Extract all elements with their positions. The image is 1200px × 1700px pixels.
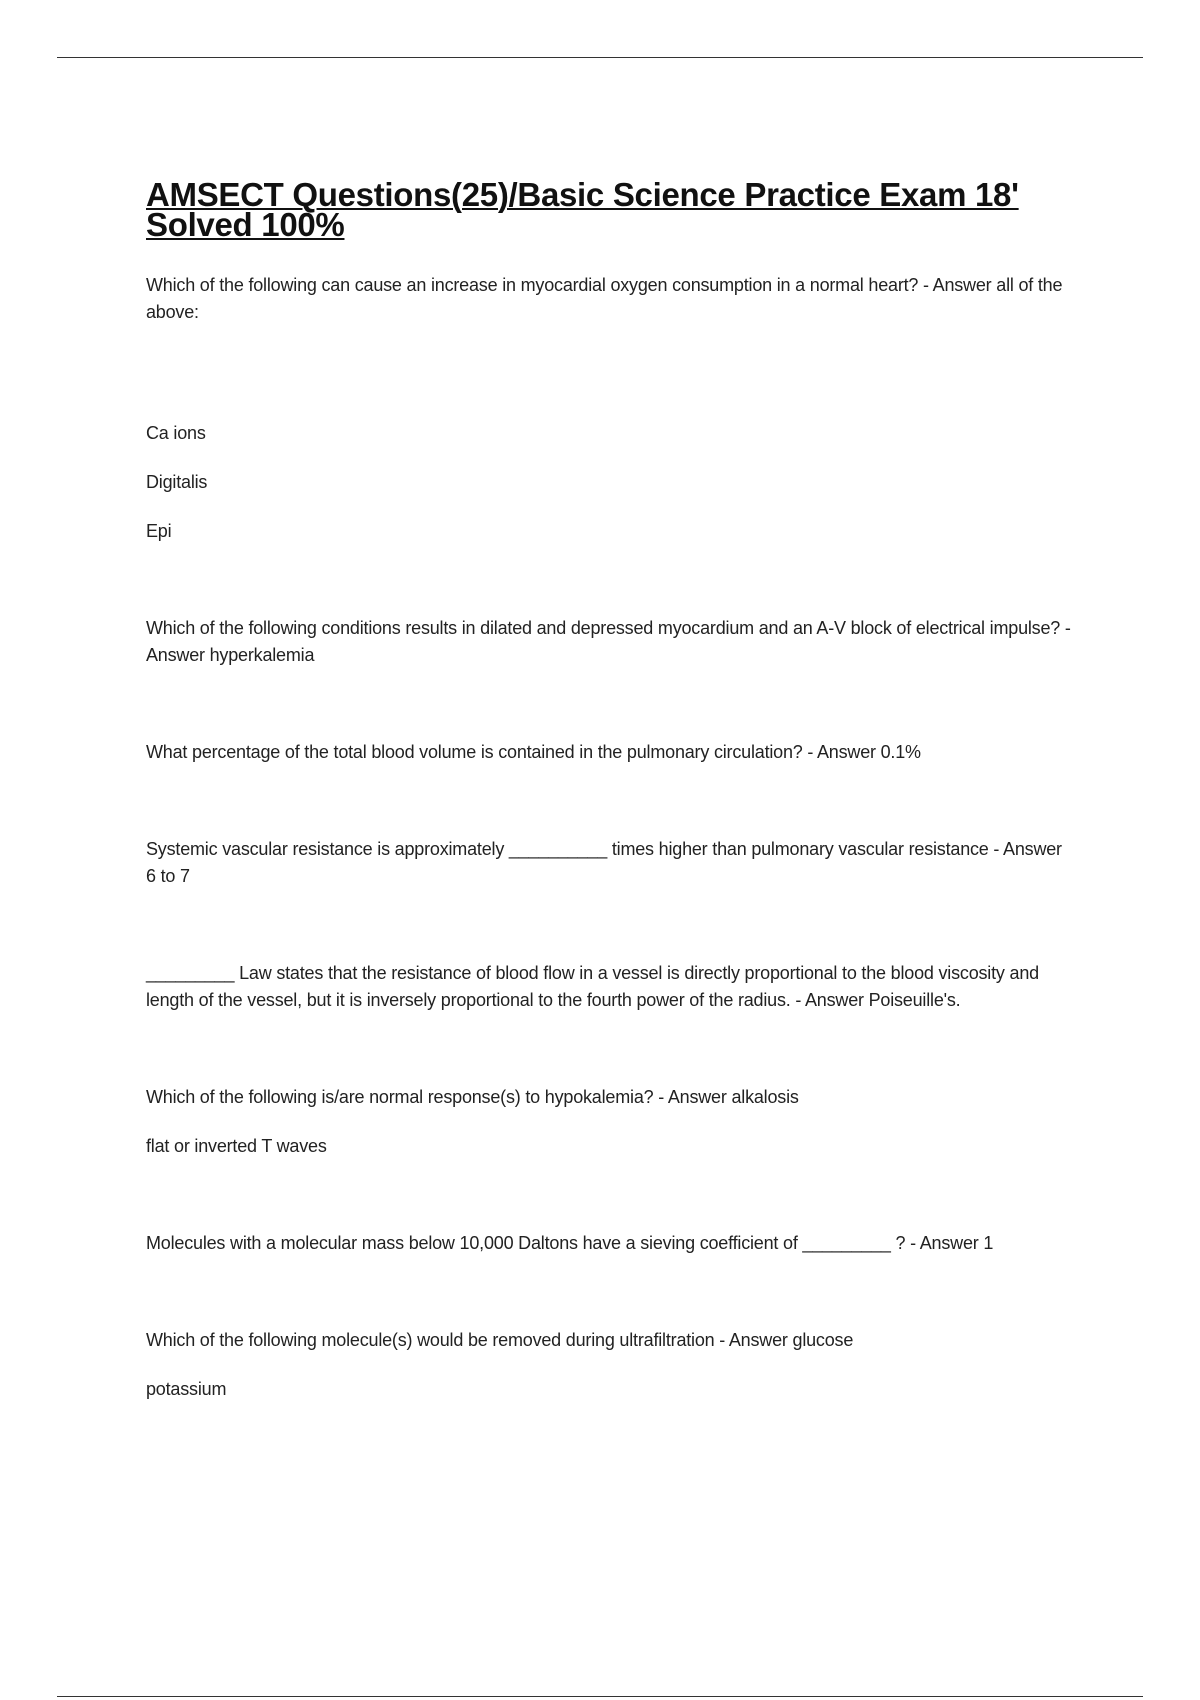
question-block-4: [146, 836, 1074, 890]
document-body: [146, 176, 1074, 1403]
answer-item: potassium: [146, 1379, 227, 1399]
question-block-8: [146, 1327, 1074, 1403]
document-title: AMSECT Questions(25)/Basic Science Practice Exam 18' Solved 100%: [146, 176, 1019, 243]
question-block-2: [146, 615, 1074, 669]
question-text: Which of the following is/are normal response(s) to hypokalemia? - Answer alkalosis: [146, 1087, 799, 1107]
question-block-6: [146, 1084, 1074, 1160]
question-text: _________ Law states that the resistance of blood flow in a vessel is directly proportional to the blood viscosity and length of the vessel, but it is inversely proportional to the fourth power of the radius. - Answer Poiseuille's.: [146, 963, 1039, 1010]
header-rule: [57, 57, 1143, 58]
question-block-3: [146, 739, 1074, 766]
footer-rule: [57, 1696, 1143, 1697]
question-text: What percentage of the total blood volume is contained in the pulmonary circulation? - Answer 0.1%: [146, 742, 921, 762]
question-text: Which of the following conditions results in dilated and depressed myocardium and an A-V block of electrical impulse? - Answer hyperkalemia: [146, 618, 1071, 665]
question-block-7: [146, 1230, 1074, 1257]
answer-item: Digitalis: [146, 472, 208, 492]
question-text: Which of the following can cause an increase in myocardial oxygen consumption in a normal heart? - Answer all of the above:: [146, 275, 1063, 322]
answer-item: Epi: [146, 521, 172, 541]
question-text: Molecules with a molecular mass below 10,000 Daltons have a sieving coefficient of _________ ? - Answer 1: [146, 1233, 994, 1253]
question-text: Systemic vascular resistance is approximately __________ times higher than pulmonary vascular resistance - Answer 6 to 7: [146, 839, 1062, 886]
question-block-1: [146, 272, 1074, 545]
answer-item: Ca ions: [146, 423, 206, 443]
question-text: Which of the following molecule(s) would be removed during ultrafiltration - Answer glucose: [146, 1330, 854, 1350]
answer-item: flat or inverted T waves: [146, 1136, 327, 1156]
question-block-5: [146, 960, 1074, 1014]
